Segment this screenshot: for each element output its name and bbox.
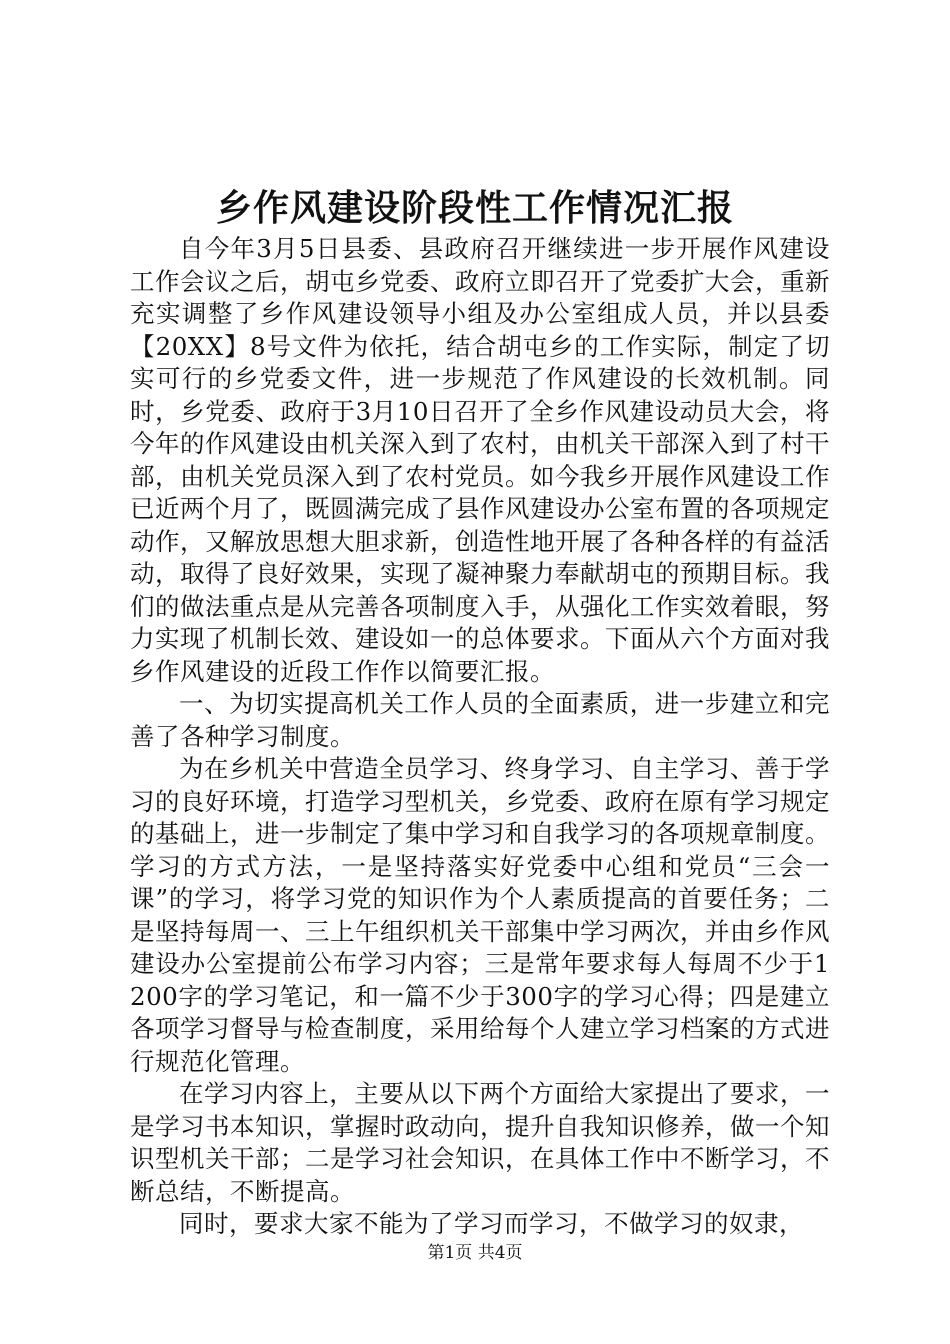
paragraph-study-content: 在学习内容上，主要从以下两个方面给大家提出了要求，一是学习书本知识，掌握时政动向，提升自我知识修养，做一个知识型机关干部；二是学习社会知识，在具体工作中不断学习，不断总结，不断提高。: [130, 1079, 830, 1206]
document-body: [130, 233, 830, 1241]
paragraph-study-requirement: 同时，要求大家不能为了学习而学习，不做学习的奴隶，: [179, 1209, 804, 1238]
page-number-footer: 第1页 共4页: [427, 1243, 523, 1263]
paragraph-section-heading: 一、为切实提高机关工作人员的全面素质，进一步建立和完善了各种学习制度。: [130, 689, 830, 751]
paragraph-study-system: 为在乡机关中营造全员学习、终身学习、自主学习、善于学习的良好环境，打造学习型机关，乡党委、政府在原有学习规定的基础上，进一步制定了集中学习和自我学习的各项规章制度。学习的方式方法，一是坚持落实好党委中心组和党员“三会一课”的学习，将学习党的知识作为个人素质提高的首要任务；二是坚持每周一、三上午组织机关干部集中学习两次，并由乡作风建设办公室提前公布学习内容；三是常年要求每人每周不少于1200字的学习笔记，和一篇不少于300字的学习心得；四是建立各项学习督导与检查制度，采用给每个人建立学习档案的方式进行规范化管理。: [130, 754, 830, 1076]
paragraph-intro: 自今年3月5日县委、县政府召开继续进一步开展作风建设工作会议之后，胡屯乡党委、政府立即召开了党委扩大会，重新充实调整了乡作风建设领导小组及办公室组成人员，并以县委【20XX】8号文件为依托，结合胡屯乡的工作实际，制定了切实可行的乡党委文件，进一步规范了作风建设的长效机制。同时，乡党委、政府于3月10日召开了全乡作风建设动员大会，将今年的作风建设由机关深入到了农村，由机关干部深入到了村干部，由机关党员深入到了农村党员。如今我乡开展作风建设工作已近两个月了，既圆满完成了县作风建设办公室布置的各项规定动作，又解放思想大胆求新，创造性地开展了各种各样的有益活动，取得了良好效果，实现了凝神聚力奉献胡屯的预期目标。我们的做法重点是从完善各项制度入手，从强化工作实效着眼，努力实现了机制长效、建设如一的总体要求。下面从六个方面对我乡作风建设的近段工作作以简要汇报。: [130, 234, 830, 686]
document-title: 乡作风建设阶段性工作情况汇报: [215, 187, 734, 229]
